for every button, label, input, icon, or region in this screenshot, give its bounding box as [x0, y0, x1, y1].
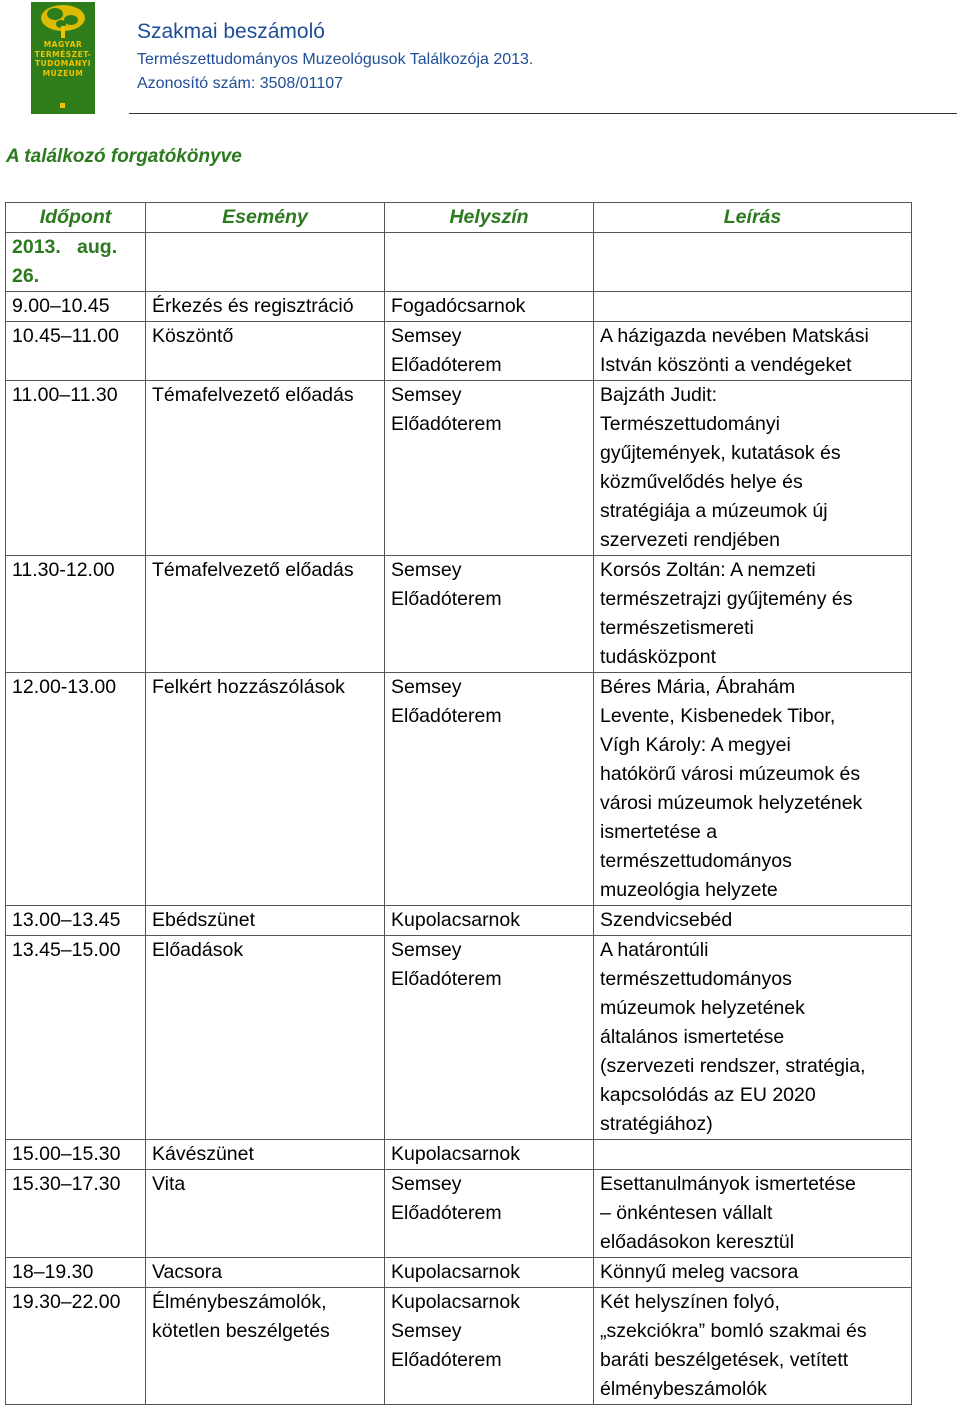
description-cell — [594, 556, 912, 673]
place-cell — [385, 906, 594, 936]
report-id: Azonosító szám: 3508/01107 — [137, 75, 344, 92]
table-row — [6, 1170, 912, 1258]
description-line: élménybeszámolók — [600, 1378, 767, 1400]
report-title: Szakmai beszámoló — [137, 20, 325, 43]
description-line: hatókörű városi múzeumok és — [600, 763, 861, 785]
place-cell — [385, 1170, 594, 1258]
date-row — [6, 233, 912, 292]
event-cell: Vacsora — [146, 1258, 385, 1288]
place-line: Kupolacsarnok — [391, 1291, 520, 1313]
date-row-empty-cell — [385, 233, 594, 292]
description-line: városi múzeumok helyzetének — [600, 792, 863, 814]
description-line: Esettanulmányok ismertetése — [600, 1173, 856, 1195]
date-row-empty-cell — [146, 233, 385, 292]
description-line: Természettudományi — [600, 413, 780, 435]
place-cell — [385, 673, 594, 906]
place-line: Semsey — [391, 676, 462, 698]
description-line: múzeumok helyzetének — [600, 997, 805, 1019]
description-cell — [594, 936, 912, 1140]
description-line: (szervezeti rendszer, stratégia, — [600, 1055, 866, 1077]
description-line: Béres Mária, Ábrahám — [600, 676, 796, 698]
table-header-row — [6, 203, 912, 233]
logo-text — [31, 40, 95, 78]
description-line: szervezeti rendjében — [600, 529, 780, 551]
event-cell: Köszöntő — [146, 322, 385, 381]
description-line: stratégiához) — [600, 1113, 713, 1135]
table-row — [6, 322, 912, 381]
date-cell — [6, 233, 146, 292]
description-line: tudásközpont — [600, 646, 717, 668]
event-cell: Ebédszünet — [146, 906, 385, 936]
logo-line: TERMÉSZET- — [34, 49, 92, 59]
time-cell: 15.00–15.30 — [6, 1140, 146, 1170]
description-line: Bajzáth Judit: — [600, 384, 718, 406]
time-cell: 9.00–10.45 — [6, 292, 146, 322]
description-line: Könnyű meleg vacsora — [600, 1261, 799, 1283]
place-line: Kupolacsarnok — [391, 909, 520, 931]
description-line: természetismereti — [600, 617, 754, 639]
place-line: Semsey — [391, 939, 462, 961]
description-line: általános ismertetése — [600, 1026, 785, 1048]
place-line: Előadóterem — [391, 705, 502, 727]
description-line: A házigazda nevében Matskási — [600, 325, 869, 347]
column-header-place: Helyszín — [385, 203, 594, 233]
description-cell — [594, 1140, 912, 1170]
description-line: természettudományos — [600, 968, 792, 990]
header-divider — [129, 113, 957, 114]
place-line: Előadóterem — [391, 588, 502, 610]
museum-logo — [31, 2, 95, 114]
logo-line: MAGYAR — [43, 40, 83, 49]
description-line: „szekciókra” bomló szakmai és — [600, 1320, 867, 1342]
event-cell: Felkért hozzászólások — [146, 673, 385, 906]
place-line: Előadóterem — [391, 413, 502, 435]
table-row — [6, 1288, 912, 1405]
description-line: István köszönti a vendégeket — [600, 354, 852, 376]
description-cell — [594, 381, 912, 556]
place-line: Semsey — [391, 384, 462, 406]
place-line: Előadóterem — [391, 1202, 502, 1224]
description-line: muzeológia helyzete — [600, 879, 778, 901]
description-cell — [594, 322, 912, 381]
description-line: előadásokon keresztül — [600, 1231, 795, 1253]
event-cell: Élménybeszámolók, kötetlen beszélgetés — [146, 1288, 385, 1405]
description-cell — [594, 1170, 912, 1258]
place-cell — [385, 1258, 594, 1288]
description-cell — [594, 1288, 912, 1405]
time-cell: 10.45–11.00 — [6, 322, 146, 381]
place-line: Semsey — [391, 1173, 462, 1195]
description-line: természettudományos — [600, 850, 792, 872]
time-cell: 13.45–15.00 — [6, 936, 146, 1140]
schedule-table — [5, 202, 912, 1405]
report-subtitle: Természettudományos Muzeológusok Találkozója 2013. — [137, 51, 534, 68]
event-cell: Érkezés és regisztráció — [146, 292, 385, 322]
time-cell: 11.30-12.00 — [6, 556, 146, 673]
place-cell — [385, 1288, 594, 1405]
section-heading: A találkozó forgatókönyve — [6, 146, 242, 167]
table-row — [6, 673, 912, 906]
logo-line: TUDOMÁNYI — [34, 59, 92, 68]
time-cell: 19.30–22.00 — [6, 1288, 146, 1405]
time-cell: 13.00–13.45 — [6, 906, 146, 936]
place-line: Előadóterem — [391, 1349, 502, 1371]
description-cell — [594, 292, 912, 322]
description-line: Korsós Zoltán: A nemzeti — [600, 559, 816, 581]
logo-line: MÚZEUM — [42, 68, 84, 78]
place-line: Kupolacsarnok — [391, 1261, 520, 1283]
description-line: – önkéntesen vállalt — [600, 1202, 773, 1224]
event-cell: Vita — [146, 1170, 385, 1258]
place-line: Kupolacsarnok — [391, 1143, 520, 1165]
description-line: gyűjtemények, kutatások és — [600, 442, 841, 464]
table-row — [6, 906, 912, 936]
place-line: Fogadócsarnok — [391, 295, 526, 317]
place-line: Semsey — [391, 325, 462, 347]
description-line: Szendvicsebéd — [600, 909, 733, 931]
place-cell — [385, 1140, 594, 1170]
event-cell: Kávészünet — [146, 1140, 385, 1170]
logo-dot — [60, 103, 65, 108]
place-line: Előadóterem — [391, 354, 502, 376]
place-cell — [385, 381, 594, 556]
description-line: kapcsolódás az EU 2020 — [600, 1084, 816, 1106]
place-cell — [385, 292, 594, 322]
event-cell: Témafelvezető előadás — [146, 556, 385, 673]
place-cell — [385, 936, 594, 1140]
table-row — [6, 1140, 912, 1170]
date-row-empty-cell — [594, 233, 912, 292]
place-line: Előadóterem — [391, 968, 502, 990]
description-line: stratégiája a múzeumok új — [600, 500, 828, 522]
table-row — [6, 936, 912, 1140]
column-header-event: Esemény — [146, 203, 385, 233]
description-line: A határontúli — [600, 939, 709, 961]
description-line: Levente, Kisbenedek Tibor, — [600, 705, 836, 727]
time-cell: 11.00–11.30 — [6, 381, 146, 556]
time-cell: 12.00-13.00 — [6, 673, 146, 906]
description-line: közművelődés helye és — [600, 471, 803, 493]
table-row — [6, 292, 912, 322]
table-row — [6, 381, 912, 556]
description-line: Két helyszínen folyó, — [600, 1291, 780, 1313]
description-cell — [594, 673, 912, 906]
table-row — [6, 556, 912, 673]
event-cell: Témafelvezető előadás — [146, 381, 385, 556]
place-line: Semsey — [391, 1320, 462, 1342]
description-line: természetrajzi gyűjtemény és — [600, 588, 853, 610]
place-cell — [385, 322, 594, 381]
tree-icon — [31, 2, 95, 42]
description-line: baráti beszélgetések, vetített — [600, 1349, 849, 1371]
column-header-time: Időpont — [6, 203, 146, 233]
description-line: Vígh Károly: A megyei — [600, 734, 791, 756]
date-line: 26. — [12, 265, 40, 287]
event-cell: Előadások — [146, 936, 385, 1140]
place-cell — [385, 556, 594, 673]
description-line: ismertetése a — [600, 821, 718, 843]
table-row — [6, 1258, 912, 1288]
date-line: 2013. aug. — [12, 236, 118, 258]
description-cell — [594, 1258, 912, 1288]
description-cell — [594, 906, 912, 936]
time-cell: 15.30–17.30 — [6, 1170, 146, 1258]
place-line: Semsey — [391, 559, 462, 581]
column-header-description: Leírás — [594, 203, 912, 233]
time-cell: 18–19.30 — [6, 1258, 146, 1288]
